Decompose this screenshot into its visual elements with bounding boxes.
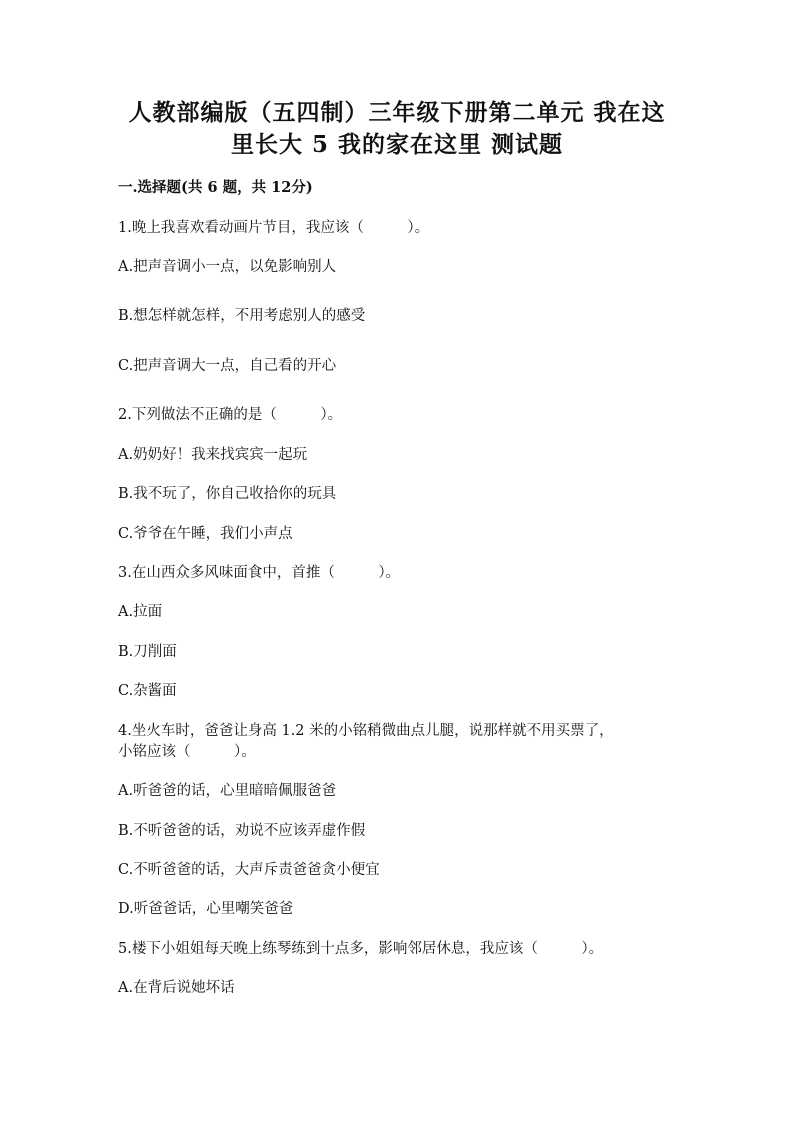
- question-4-stem-line-2: 小铭应该（ ）。: [118, 744, 256, 760]
- question-1-option-a: A.把声音调小一点，以免影响别人: [118, 259, 337, 275]
- section-heading: 一.选择题(共 6 题，共 12分): [118, 179, 313, 196]
- question-1-option-c: C.把声音调大一点，自己看的开心: [118, 358, 337, 374]
- question-3-option-c: C.杂酱面: [118, 683, 177, 699]
- question-5-stem: 5.楼下小姐姐每天晚上练琴练到十点多，影响邻居休息，我应该（ ）。: [118, 941, 604, 957]
- question-2-option-c: C.爷爷在午睡，我们小声点: [118, 526, 293, 542]
- question-4-stem-line-1: 4.坐火车时，爸爸让身高 1.2 米的小铭稍微曲点儿腿，说那样就不用买票了，: [118, 723, 614, 739]
- question-3-option-a: A.拉面: [118, 604, 163, 620]
- question-2-option-b: B.我不玩了，你自己收拾你的玩具: [118, 486, 337, 502]
- question-3-stem: 3.在山西众多风味面食中，首推（ ）。: [118, 565, 401, 581]
- document-title-line-1: 人教部编版（五四制）三年级下册第二单元 我在这: [128, 99, 666, 126]
- question-2-option-a: A.奶奶好！我来找宾宾一起玩: [118, 447, 308, 463]
- question-4-option-c: C.不听爸爸的话，大声斥责爸爸贪小便宜: [118, 862, 380, 878]
- document-title-line-2: 里长大 5 我的家在这里 测试题: [230, 131, 564, 158]
- question-3-option-b: B.刀削面: [118, 644, 177, 660]
- question-4-option-d: D.听爸爸话，心里嘲笑爸爸: [118, 901, 294, 917]
- question-1-option-b: B.想怎样就怎样，不用考虑别人的感受: [118, 308, 366, 324]
- question-5-option-a: A.在背后说她坏话: [118, 980, 235, 996]
- question-1-stem: 1.晚上我喜欢看动画片节目，我应该（ ）。: [118, 220, 430, 236]
- question-2-stem: 2.下列做法不正确的是（ ）。: [118, 407, 343, 423]
- question-4-option-b: B.不听爸爸的话，劝说不应该弄虚作假: [118, 823, 366, 839]
- question-4-option-a: A.听爸爸的话，心里暗暗佩服爸爸: [118, 783, 337, 799]
